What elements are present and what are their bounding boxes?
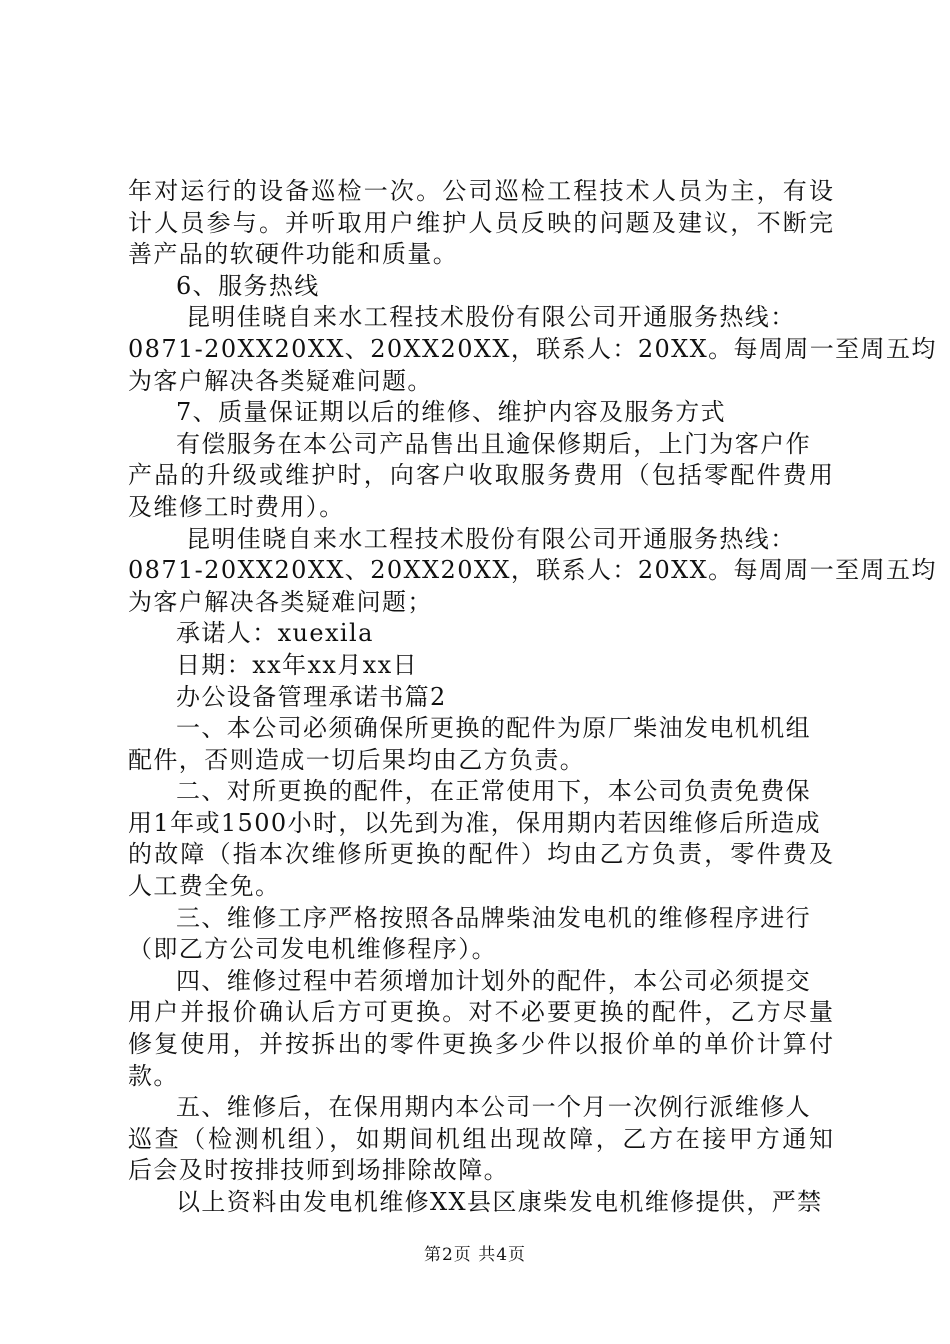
text-line: 0871-20XX20XX、20XX20XX，联系人：20XX。每周周一至周五均 [128,556,937,585]
text-line: 产品的升级或维护时，向客户收取服务费用（包括零配件费用 [128,461,833,490]
text-line: 二、对所更换的配件，在正常使用下，本公司负责免费保 [176,777,811,806]
text-line: 计人员参与。并听取用户维护人员反映的问题及建议，不断完 [128,208,833,237]
text-line: 0871-20XX20XX、20XX20XX，联系人：20XX。每周周一至周五均 [128,334,937,363]
page-number-footer: 第2页 共4页 [423,1245,527,1265]
text-line: 善产品的软硬件功能和质量。 [128,240,459,269]
text-line: 五、维修后，在保用期内本公司一个月一次例行派维修人 [176,1093,811,1122]
date-line: 日期：xx年xx月xx日 [176,650,419,679]
text-line: 有偿服务在本公司产品售出且逾保修期后，上门为客户作 [176,429,811,458]
text-line: 配件，否则造成一切后果均由乙方负责。 [128,745,586,774]
text-line: 昆明佳晓自来水工程技术股份有限公司开通服务热线： [186,524,796,553]
text-line: 用户并报价确认后方可更换。对不必要更换的配件，乙方尽量 [128,998,833,1027]
section-title: 办公设备管理承诺书篇2 [176,682,447,711]
text-line: 以上资料由发电机维修XX县区康柴发电机维修提供，严禁 [176,1188,823,1216]
text-line: 修复使用，并按拆出的零件更换多少件以报价单的单价计算付 [128,1030,833,1059]
document-body [128,176,937,1219]
text-line: 的故障（指本次维修所更换的配件）均由乙方负责，零件费及 [128,840,833,869]
text-line: 为客户解决各类疑难问题； [128,587,433,616]
signatory-line: 承诺人：xuexila [176,619,374,648]
text-line: 四、维修过程中若须增加计划外的配件，本公司必须提交 [176,966,811,995]
text-line: 为客户解决各类疑难问题。 [128,366,433,395]
text-line: 及维修工时费用）。 [128,492,345,521]
text-line: 昆明佳晓自来水工程技术股份有限公司开通服务热线： [186,303,796,332]
section-heading: 7、质量保证期以后的维修、维护内容及服务方式 [176,398,727,427]
text-line: 一、本公司必须确保所更换的配件为原厂柴油发电机机组 [176,714,811,743]
section-heading: 6、服务热线 [176,271,320,300]
text-line: 人工费全免。 [128,872,281,901]
text-line: 用1年或1500小时，以先到为准，保用期内若因维修后所造成 [128,808,821,837]
text-line: 巡查（检测机组），如期间机组出现故障，乙方在接甲方通知 [128,1124,833,1153]
text-line: （即乙方公司发电机维修程序）。 [128,935,497,964]
text-line: 年对运行的设备巡检一次。公司巡检工程技术人员为主，有设 [128,177,833,205]
text-line: 款。 [128,1061,179,1090]
text-line: 后会及时按排技师到场排除故障。 [128,1156,509,1185]
text-line: 三、维修工序严格按照各品牌柴油发电机的维修程序进行 [176,903,811,932]
